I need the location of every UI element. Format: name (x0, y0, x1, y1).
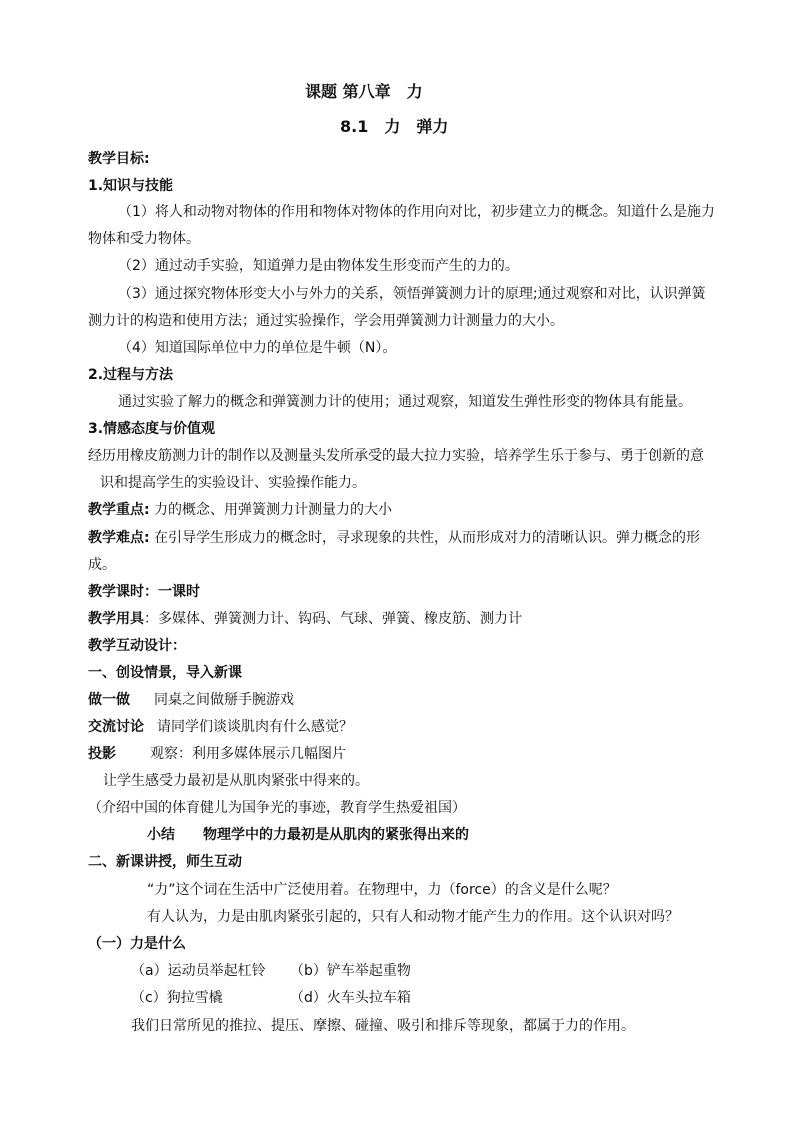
activity-projection-label: 投影 (88, 746, 116, 762)
activity-projection (88, 745, 346, 763)
part-2-heading: 二、新课讲授，师生互动 (88, 854, 242, 870)
paragraph: （4）知道国际单位中力的单位是牛顿（N）。 (118, 340, 397, 356)
list-item: （a）运动员举起杠铃 (131, 963, 266, 979)
paragraph: 识和提高学生的实验设计、实验操作能力。 (100, 475, 366, 491)
activity-projection-text: 观察：利用多媒体展示几幅图片 (150, 746, 346, 762)
paragraph: 测力计的构造和使用方法；通过实验操作，学会用弹簧测力计测量力的大小。 (88, 313, 564, 329)
activity-discuss-label: 交流讨论 (88, 719, 144, 735)
section-2-heading: 2.过程与方法 (88, 367, 174, 383)
class-hours: 教学课时：一课时 (88, 584, 200, 600)
difficulties-text: 在引导学生形成力的概念时，寻求现象的共性，从而形成对力的清晰认识。弹力概念的形 (149, 530, 701, 546)
paragraph: 让学生感受力最初是从肌肉紧张中得来的。 (103, 773, 369, 789)
summary (147, 826, 469, 844)
section-1-heading: 1.知识与技能 (88, 178, 174, 194)
key-points (88, 501, 392, 519)
paragraph: 我们日常所见的推拉、提压、摩擦、碰撞、吸引和排斥等现象，都属于力的作用。 (131, 1018, 635, 1034)
objectives-heading: 教学目标: (88, 151, 150, 167)
activity-do (88, 691, 294, 709)
list-item: （d）火车头拉车箱 (290, 990, 411, 1006)
lesson-title: 课题 第八章 力 (305, 82, 423, 101)
activity-do-label: 做一做 (88, 692, 130, 708)
summary-label: 小结 (147, 827, 175, 843)
paragraph: 有人认为，力是由肌肉紧张引起的，只有人和动物才能产生力的作用。这个认识对吗？ (147, 909, 679, 925)
section-title: 8.1 力 弹力 (340, 117, 449, 136)
paragraph: 成。 (88, 557, 116, 573)
teaching-tools (88, 610, 522, 628)
difficulties-label: 教学难点: (88, 530, 150, 546)
paragraph: （介绍中国的体育健儿为国争光的事迹，教育学生热爱祖国） (88, 800, 466, 816)
list-item: （b）铲车举起重物 (290, 963, 411, 979)
paragraph: （1）将人和动物对物体的作用和物体对物体的作用向对比，初步建立力的概念。知道什么是施力 (118, 204, 715, 220)
key-points-label: 教学重点: (88, 502, 150, 518)
activity-discuss-text: 请同学们谈谈肌肉有什么感觉？ (157, 719, 353, 735)
interactive-design-heading: 教学互动设计： (88, 638, 186, 654)
paragraph: 物体和受力物体。 (88, 231, 200, 247)
paragraph: （2）通过动手实验，知道弹力是由物体发生形变而产生的力的。 (118, 258, 519, 274)
list-item: （c）狗拉雪橇 (131, 990, 223, 1006)
paragraph: 经历用橡皮筋测力计的制作以及测量头发所承受的最大拉力实验，培养学生乐于参与、勇于创新的意 (88, 448, 704, 464)
difficulties (88, 529, 700, 547)
subsection-1-heading: （一）力是什么 (88, 936, 186, 952)
teaching-tools-text: ：多媒体、弹簧测力计、钩码、气球、弹簧、橡皮筋、测力计 (144, 611, 522, 627)
part-1-heading: 一、创设情景，导入新课 (88, 665, 242, 681)
activity-do-text: 同桌之间做掰手腕游戏 (154, 692, 294, 708)
teaching-tools-label: 教学用具 (88, 611, 144, 627)
section-3-heading: 3.情感态度与价值观 (88, 421, 216, 437)
paragraph: “力”这个词在生活中广泛使用着。在物理中，力（force）的含义是什么呢？ (147, 882, 617, 898)
paragraph: 通过实验了解力的概念和弹簧测力计的使用；通过观察，知道发生弹性形变的物体具有能量。 (118, 394, 692, 410)
paragraph: （3）通过探究物体形变大小与外力的关系，领悟弹簧测力计的原理;通过观察和对比，认识弹簧 (118, 286, 706, 302)
summary-text: 物理学中的力最初是从肌肉的紧张得出来的 (203, 827, 469, 843)
key-points-text: 力的概念、用弹簧测力计测量力的大小 (149, 502, 393, 518)
activity-discuss (88, 718, 353, 736)
